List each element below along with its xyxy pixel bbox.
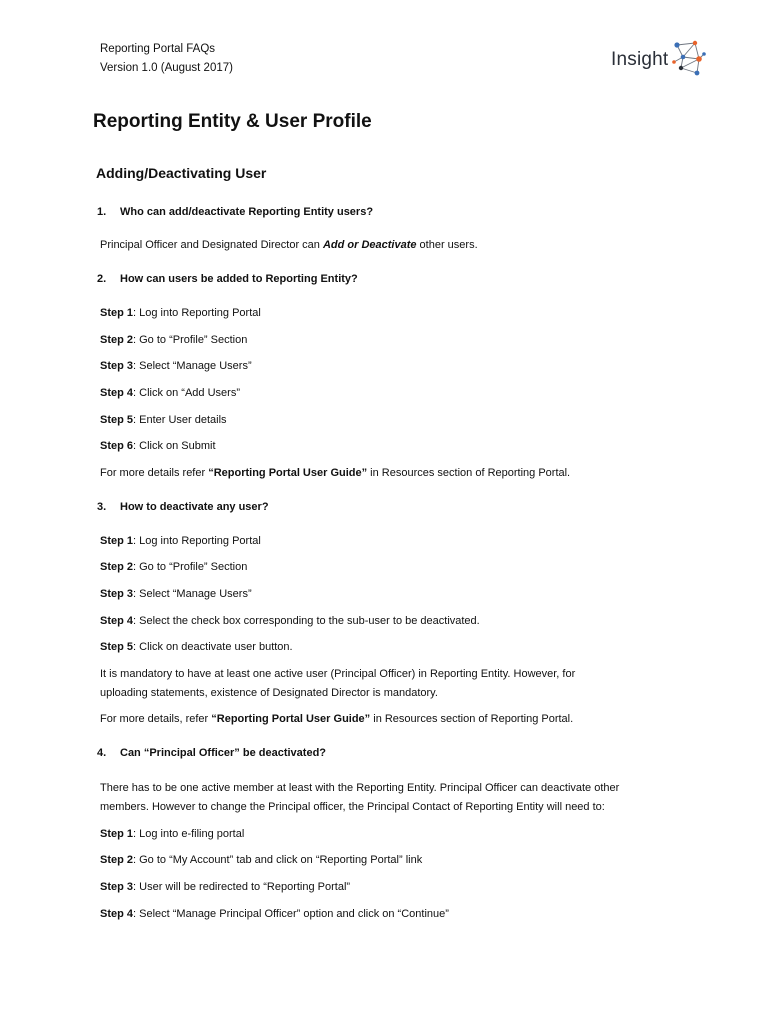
step-item: Step 3: Select “Manage Users” bbox=[100, 360, 252, 372]
question-2: 2. How can users be added to Reporting Entity? bbox=[97, 273, 358, 285]
step-item: Step 1: Log into Reporting Portal bbox=[100, 307, 261, 319]
header-doc-title: Reporting Portal FAQs bbox=[100, 43, 216, 55]
section-heading: Adding/Deactivating User bbox=[96, 165, 267, 181]
mandatory-note-line-2: uploading statements, existence of Designated Director is mandatory. bbox=[100, 687, 438, 699]
step-item: Step 4: Select “Manage Principal Officer” option and click on “Continue” bbox=[100, 908, 449, 920]
step-item: Step 1: Log into Reporting Portal bbox=[100, 535, 261, 547]
step-item: Step 6: Click on Submit bbox=[100, 440, 216, 452]
logo-text: Insight bbox=[611, 49, 669, 70]
question-1: 1. Who can add/deactivate Reporting Entity users? bbox=[97, 206, 374, 218]
question-4: 4. Can “Principal Officer” be deactivated? bbox=[97, 747, 327, 759]
step-item: Step 5: Click on deactivate user button. bbox=[100, 641, 293, 653]
step-item: Step 5: Enter User details bbox=[100, 414, 227, 426]
step-item: Step 4: Select the check box corresponding to the sub-user to be deactivated. bbox=[100, 615, 480, 627]
network-logo-icon bbox=[671, 40, 707, 78]
question-3: 3. How to deactivate any user? bbox=[97, 501, 269, 513]
step-item: Step 2: Go to “Profile” Section bbox=[100, 561, 248, 573]
step-item: Step 2: Go to “My Account” tab and click on “Reporting Portal” link bbox=[100, 854, 423, 866]
mandatory-note-line-1: It is mandatory to have at least one active user (Principal Officer) in Reporting Entity. However, for bbox=[100, 668, 576, 680]
step-item: Step 1: Log into e-filing portal bbox=[100, 828, 245, 840]
step-item: Step 3: User will be redirected to “Reporting Portal” bbox=[100, 881, 351, 893]
step-item: Step 2: Go to “Profile” Section bbox=[100, 334, 248, 346]
answer-4-line-2: members. However to change the Principal officer, the Principal Contact of Reporting Entity will need to: bbox=[100, 801, 605, 813]
step-item: Step 4: Click on “Add Users” bbox=[100, 387, 240, 399]
header-version: Version 1.0 (August 2017) bbox=[100, 62, 233, 74]
page-title: Reporting Entity & User Profile bbox=[93, 111, 372, 132]
user-guide-reference: For more details refer “Reporting Portal User Guide” in Resources section of Reporting Portal. bbox=[100, 467, 571, 479]
answer-4-line-1: There has to be one active member at least with the Reporting Entity. Principal Officer can deactivate other bbox=[100, 782, 620, 794]
user-guide-reference: For more details, refer “Reporting Portal User Guide” in Resources section of Reporting Portal. bbox=[100, 713, 574, 725]
answer-1: Principal Officer and Designated Director can Add or Deactivate other users. bbox=[100, 239, 478, 251]
step-item: Step 3: Select “Manage Users” bbox=[100, 588, 252, 600]
